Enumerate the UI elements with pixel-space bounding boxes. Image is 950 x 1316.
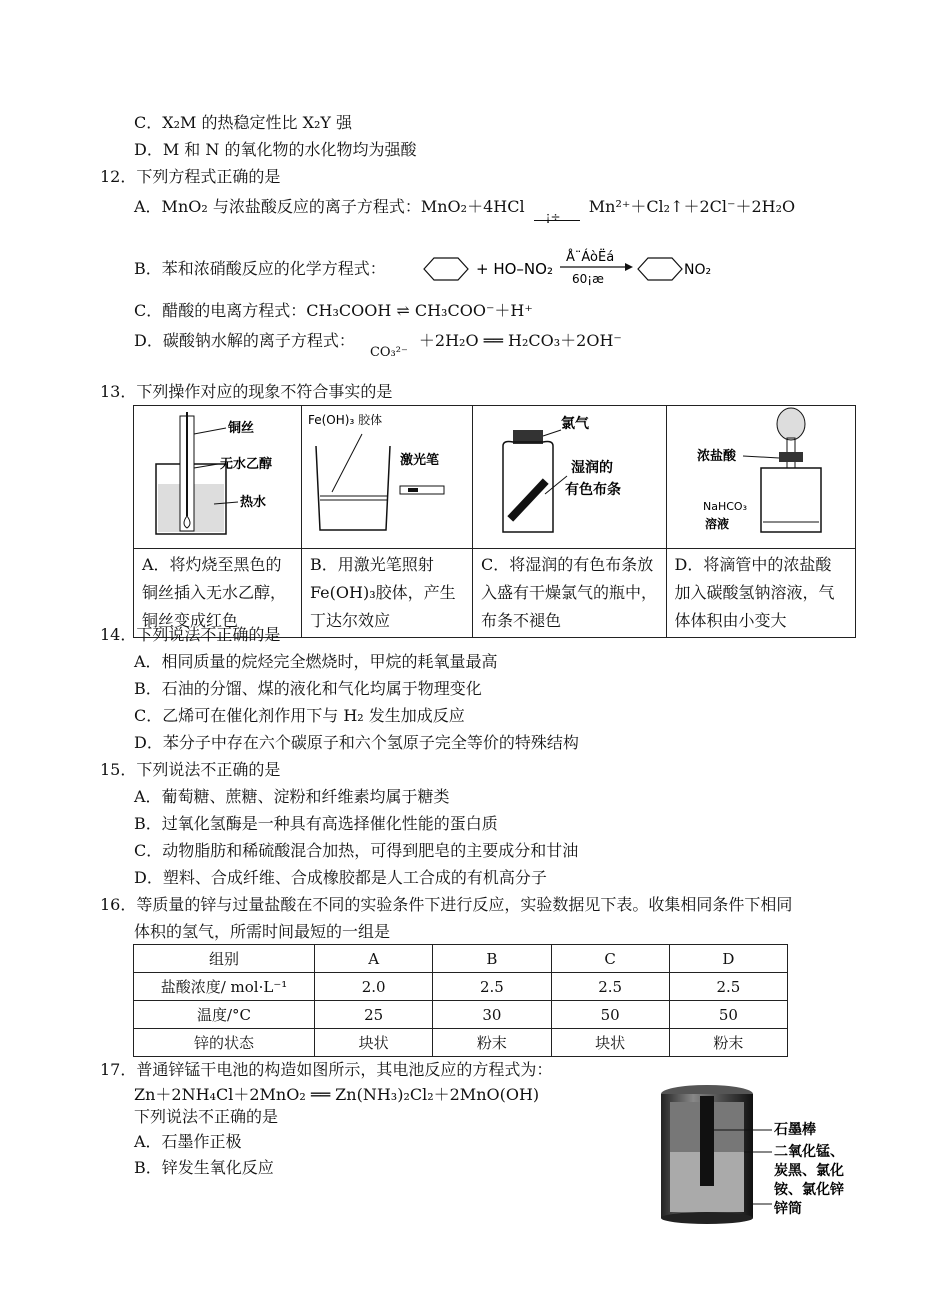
table-cell: 50 <box>551 1001 669 1029</box>
label-carbon-black: 炭黑、氯化 <box>774 1163 844 1179</box>
q12-b-product: NO₂ <box>684 262 712 278</box>
q13-figure-d <box>666 406 855 549</box>
table-cell: 盐酸浓度/ mol·L⁻¹ <box>134 973 315 1001</box>
q11-option-c: C．X₂M 的热稳定性比 X₂Y 强 <box>134 113 353 132</box>
q12-d-ion: CO₃²⁻ <box>369 345 408 360</box>
table-header-cell: A <box>315 945 433 973</box>
q17-option-b: B．锌发生氧化反应 <box>134 1158 274 1177</box>
q12-option-a <box>134 196 796 224</box>
label-ammonium: 铵、氯化锌 <box>774 1182 844 1198</box>
table-cell: 25 <box>315 1001 433 1029</box>
table-cell: 2.0 <box>315 973 433 1001</box>
table-cell: 锌的状态 <box>134 1029 315 1057</box>
q12-b-equation <box>420 248 740 288</box>
q17-equation: Zn＋2NH₄Cl＋2MnO₂ ══ Zn(NH₃)₂Cl₂＋2MnO(OH) <box>134 1085 540 1104</box>
q15-option-d: D．塑料、合成纤维、合成橡胶都是人工合成的有机高分子 <box>134 868 547 887</box>
table-header-row <box>134 945 788 973</box>
table-cell: 温度/°C <box>134 1001 315 1029</box>
hcl-bottle-figure <box>667 406 851 539</box>
label-copper-wire: 铜丝 <box>228 421 255 436</box>
chlorine-bottle-figure <box>473 406 661 539</box>
q12-d-rest: ＋2H₂O ══ H₂CO₃＋2OH⁻ <box>418 331 622 350</box>
label-mno2: 二氧化锰、 <box>774 1144 844 1160</box>
table-header-cell: B <box>433 945 551 973</box>
table-row <box>134 973 788 1001</box>
table-header-cell: 组别 <box>134 945 315 973</box>
q13-option-a: A．将灼烧至黑色的铜丝插入无水乙醇，铜丝变成红色 <box>134 549 302 638</box>
table-header-cell: C <box>551 945 669 973</box>
q12-option-b: B．苯和浓硝酸反应的化学方程式： <box>134 259 386 278</box>
table-row <box>134 1001 788 1029</box>
label-colored-cloth: 有色布条 <box>564 482 621 498</box>
label-zinc-can: 锌筒 <box>774 1201 802 1217</box>
beaker-copper-figure <box>134 406 297 539</box>
q15-option-a: A．葡萄糖、蔗糖、淀粉和纤维素均属于糖类 <box>134 787 450 806</box>
label-conc-hcl: 浓盐酸 <box>696 449 736 464</box>
q17-stem: 17．普通锌锰干电池的构造如图所示，其电池反应的方程式为： <box>100 1060 553 1079</box>
q17-prompt: 下列说法不正确的是 <box>134 1107 279 1126</box>
label-colloid: Fe(OH)₃ 胶体 <box>307 413 383 427</box>
q12-option-a-products: Mn²⁺＋Cl₂↑＋2Cl⁻＋2H₂O <box>588 197 796 216</box>
laser-pen-icon <box>400 486 444 494</box>
arrow-head-icon <box>625 263 633 271</box>
table-cell: 粉末 <box>433 1029 551 1057</box>
q13-figure-a <box>134 406 302 549</box>
label-hot-water: 热水 <box>240 495 267 510</box>
table-cell: 2.5 <box>433 973 551 1001</box>
q12-option-a-text: A．MnO₂ 与浓盐酸反应的离子方程式：MnO₂＋4HCl <box>134 197 525 216</box>
q13-figure-b <box>301 406 472 549</box>
table-row <box>134 1029 788 1057</box>
nitrobenzene-ring-icon <box>638 258 682 280</box>
q15-stem: 15．下列说法不正确的是 <box>100 760 281 779</box>
table-cell: 块状 <box>551 1029 669 1057</box>
q14-option-b: B．石油的分馏、煤的液化和气化均属于物理变化 <box>134 679 482 698</box>
q15-option-c: C．动物脂肪和稀硫酸混合加热，可得到肥皂的主要成分和甘油 <box>134 841 579 860</box>
label-wet: 湿润的 <box>570 460 613 476</box>
q16-data-table <box>133 944 788 1057</box>
q12-option-c: C．醋酸的电离方程式：CH₃COOH ⇌ CH₃COO⁻＋H⁺ <box>134 301 533 320</box>
table-cell: 2.5 <box>551 973 669 1001</box>
label-laser: 激光笔 <box>399 453 439 468</box>
table-cell: 粉末 <box>669 1029 787 1057</box>
q13-figure-c <box>472 406 666 549</box>
colloid-laser-figure <box>302 406 468 539</box>
q15-option-b: B．过氧化氢酶是一种具有高选择催化性能的蛋白质 <box>134 814 498 833</box>
table-cell: 50 <box>669 1001 787 1029</box>
label-solution: 溶液 <box>704 517 729 531</box>
label-ethanol: 无水乙醇 <box>220 457 273 472</box>
q13-stem: 13．下列操作对应的现象不符合事实的是 <box>100 382 393 401</box>
table-cell: 2.5 <box>669 973 787 1001</box>
label-nahco3: NaHCO₃ <box>702 500 747 513</box>
label-chlorine: 氯气 <box>560 416 589 432</box>
q12-option-d <box>134 330 622 360</box>
q13-table <box>133 405 856 638</box>
q13-option-c: C．将湿润的有色布条放入盛有干燥氯气的瓶中，布条不褪色 <box>472 549 666 638</box>
q14-option-a: A．相同质量的烷烃完全燃烧时，甲烷的耗氧量最高 <box>134 652 498 671</box>
label-graphite-rod: 石墨棒 <box>774 1122 816 1138</box>
benzene-ring-icon <box>424 258 468 280</box>
q13-option-d: D．将滴管中的浓盐酸加入碳酸氢钠溶液，气体体积由小变大 <box>666 549 855 638</box>
q12-option-d-text: D．碳酸钠水解的离子方程式： <box>134 331 355 350</box>
table-cell: 30 <box>433 1001 551 1029</box>
q16-stem-line1: 16．等质量的锌与过量盐酸在不同的实验条件下进行反应，实验数据见下表。收集相同条件下相同 <box>100 895 793 914</box>
q12-b-reagent: + HO–NO₂ <box>476 260 553 278</box>
q12-a-condition: ¡÷ <box>545 210 561 224</box>
q12-b-cond-bottom: 60¡æ <box>572 272 604 286</box>
q16-stem-line2: 体积的氢气，所需时间最短的一组是 <box>134 922 391 941</box>
reaction-condition <box>534 196 580 224</box>
q14-option-d: D．苯分子中存在六个碳原子和六个氢原子完全等价的特殊结构 <box>134 733 579 752</box>
q13-option-b: B．用激光笔照射Fe(OH)₃胶体，产生丁达尔效应 <box>301 549 472 638</box>
q14-option-c: C．乙烯可在催化剂作用下与 H₂ 发生加成反应 <box>134 706 465 725</box>
q12-stem: 12．下列方程式正确的是 <box>100 167 281 186</box>
q11-option-d: D．M 和 N 的氧化物的水化物均为强酸 <box>134 140 417 159</box>
q12-b-cond-top: Å¨ÁòËá <box>566 250 615 265</box>
equals-line <box>534 220 580 221</box>
table-header-cell: D <box>669 945 787 973</box>
q17-option-a: A．石墨作正极 <box>134 1132 242 1151</box>
q14-stem: 14．下列说法不正确的是 <box>100 625 281 644</box>
table-cell: 块状 <box>315 1029 433 1057</box>
dry-cell-figure <box>652 1082 862 1226</box>
